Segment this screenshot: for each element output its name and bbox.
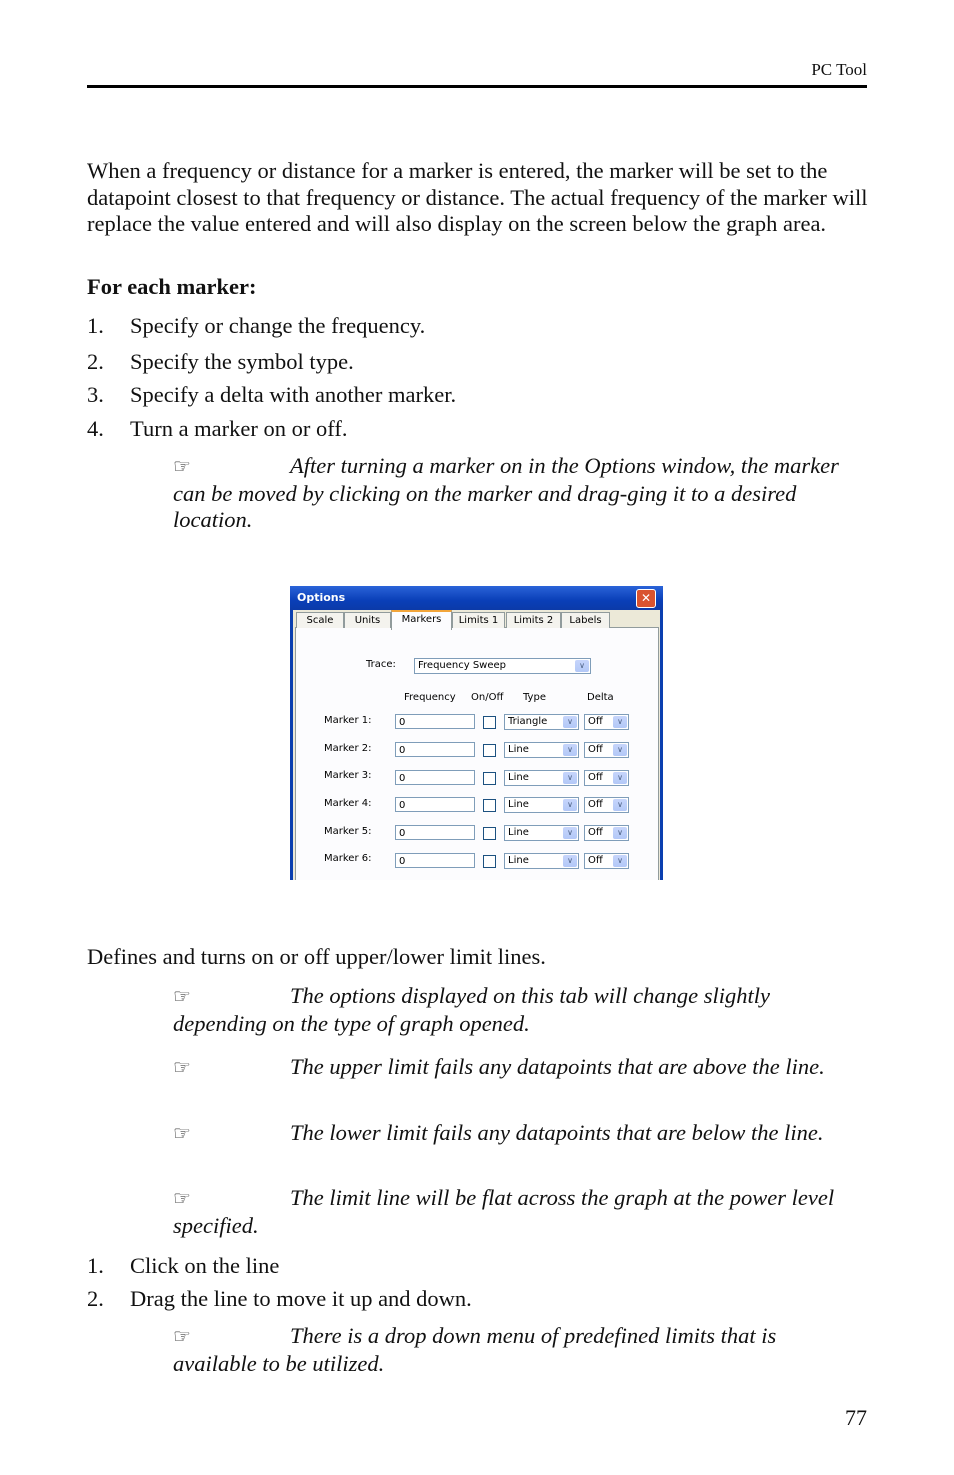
intro-paragraph: When a frequency or distance for a marker is entered, the marker will be set to the datapoint closest to that frequency or distance. The actual frequency of the marker will replace the value entered and will also display on the screen below the graph area. [87, 158, 868, 236]
pointing-hand-icon: ☞ [173, 986, 191, 1008]
chevron-down-icon[interactable]: ∨ [575, 660, 589, 672]
options-dialog [290, 586, 663, 880]
marker-6-frequency-input[interactable]: 0 [395, 853, 475, 868]
tab-units[interactable]: Units [344, 612, 391, 628]
list-number: 4. [87, 416, 104, 441]
chevron-down-icon[interactable]: ∨ [563, 799, 577, 811]
marker-4-delta-select[interactable] [584, 797, 629, 813]
marker-3-delta-select[interactable] [584, 770, 629, 786]
tab-limits-2[interactable]: Limits 2 [506, 612, 561, 628]
marker-2-frequency-input[interactable]: 0 [395, 742, 475, 757]
list-text: Specify the symbol type. [130, 349, 354, 374]
note-text: The lower limit fails any datapoints that are below the line. [290, 1120, 824, 1145]
chevron-down-icon[interactable]: ∨ [613, 799, 627, 811]
tab-labels[interactable]: Labels [561, 612, 610, 628]
marker-5-delta-select[interactable] [584, 825, 629, 841]
note-text: The limit line will be flat across the graph at the power level specified. [173, 1185, 835, 1238]
tab-markers[interactable]: Markers [391, 610, 452, 630]
marker-6-delta-select[interactable] [584, 853, 629, 869]
list-text: Click on the line [130, 1253, 280, 1278]
marker-4-label: Marker 4: [324, 798, 372, 809]
pointing-hand-icon: ☞ [173, 1123, 191, 1145]
close-button[interactable]: ✕ [636, 589, 656, 608]
marker-2-type-value: Line [508, 744, 529, 755]
marker-2-label: Marker 2: [324, 743, 372, 754]
marker-2-delta-value: Off [588, 744, 603, 755]
list-item [87, 382, 456, 408]
marker-4-delta-value: Off [588, 799, 603, 810]
marker-3-label: Marker 3: [324, 770, 372, 781]
limits-intro: Defines and turns on or off upper/lower limit lines. [87, 944, 546, 969]
marker-2-delta-select[interactable] [584, 742, 629, 758]
column-frequency: Frequency [404, 692, 456, 703]
list-number: 2. [87, 1286, 104, 1311]
marker-2-type-select[interactable] [504, 742, 579, 758]
list-text: Turn a marker on or off. [130, 416, 348, 441]
marker-3-delta-value: Off [588, 772, 603, 783]
marker-5-type-select[interactable] [504, 825, 579, 841]
marker-3-frequency-input[interactable]: 0 [395, 770, 475, 785]
marker-5-type-value: Line [508, 827, 529, 838]
marker-1-delta-select[interactable] [584, 714, 629, 730]
page-number: 77 [845, 1405, 867, 1430]
marker-3-onoff-checkbox[interactable] [483, 772, 496, 785]
chevron-down-icon[interactable]: ∨ [613, 744, 627, 756]
marker-1-onoff-checkbox[interactable] [483, 716, 496, 729]
dialog-title: Options [297, 591, 346, 604]
chevron-down-icon[interactable]: ∨ [563, 744, 577, 756]
header-rule [87, 85, 867, 88]
marker-5-delta-value: Off [588, 827, 603, 838]
list-number: 2. [87, 349, 104, 374]
limit-note [173, 1185, 863, 1239]
marker-4-frequency-input[interactable]: 0 [395, 797, 475, 812]
dialog-titlebar [290, 586, 663, 610]
marker-heading: For each marker: [87, 274, 257, 299]
list-number: 3. [87, 382, 104, 407]
window-border-right [660, 610, 663, 880]
chevron-down-icon[interactable]: ∨ [613, 855, 627, 867]
marker-1-frequency-input[interactable]: 0 [395, 714, 475, 729]
note-text: After turning a marker on in the Options window, the marker can be moved by clicking on the marker and drag-ging it to a desired location. [173, 453, 839, 532]
marker-6-type-value: Line [508, 855, 529, 866]
pointing-hand-icon: ☞ [173, 1057, 191, 1079]
running-header: PC Tool [811, 60, 867, 79]
limit-note [173, 1054, 863, 1082]
list-number: 1. [87, 313, 104, 338]
marker-1-delta-value: Off [588, 716, 603, 727]
column-onoff: On/Off [471, 692, 504, 703]
chevron-down-icon[interactable]: ∨ [563, 716, 577, 728]
marker-1-type-value: Triangle [508, 716, 548, 727]
trace-label: Trace: [366, 659, 396, 670]
chevron-down-icon[interactable]: ∨ [563, 827, 577, 839]
marker-6-label: Marker 6: [324, 853, 372, 864]
pointing-hand-icon: ☞ [173, 1188, 191, 1210]
marker-4-type-select[interactable] [504, 797, 579, 813]
column-delta: Delta [587, 692, 614, 703]
list-item [87, 416, 347, 442]
marker-1-label: Marker 1: [324, 715, 372, 726]
limit-note [173, 983, 863, 1037]
list-text: Specify a delta with another marker. [130, 382, 457, 407]
marker-5-label: Marker 5: [324, 826, 372, 837]
marker-1-type-select[interactable] [504, 714, 579, 730]
list-text: Drag the line to move it up and down. [130, 1286, 472, 1311]
chevron-down-icon[interactable]: ∨ [563, 772, 577, 784]
trace-select[interactable] [414, 658, 591, 674]
trace-value: Frequency Sweep [418, 660, 507, 671]
note-drag [173, 453, 863, 534]
marker-4-type-value: Line [508, 799, 529, 810]
tab-limits-1[interactable]: Limits 1 [452, 612, 505, 628]
note-text: There is a drop down menu of predefined limits that is available to be utilized. [173, 1323, 777, 1376]
note-text: The upper limit fails any datapoints that are above the line. [290, 1054, 825, 1079]
column-type: Type [523, 692, 546, 703]
marker-4-onoff-checkbox[interactable] [483, 799, 496, 812]
chevron-down-icon[interactable]: ∨ [613, 772, 627, 784]
tab-scale[interactable]: Scale [296, 612, 344, 628]
marker-5-onoff-checkbox[interactable] [483, 827, 496, 840]
note-dropdown [173, 1323, 863, 1377]
marker-3-type-select[interactable] [504, 770, 579, 786]
pointing-hand-icon: ☞ [173, 456, 191, 478]
marker-5-frequency-input[interactable]: 0 [395, 825, 475, 840]
marker-6-type-select[interactable] [504, 853, 579, 869]
list-text: Specify or change the frequency. [130, 313, 426, 338]
list-number: 1. [87, 1253, 104, 1278]
list-item [87, 1253, 279, 1279]
marker-6-delta-value: Off [588, 855, 603, 866]
limit-note [173, 1120, 863, 1148]
marker-3-type-value: Line [508, 772, 529, 783]
list-item [87, 313, 425, 339]
marker-6-onoff-checkbox[interactable] [483, 855, 496, 868]
chevron-down-icon[interactable]: ∨ [613, 827, 627, 839]
chevron-down-icon[interactable]: ∨ [613, 716, 627, 728]
note-text: The options displayed on this tab will change slightly depending on the type of graph opened. [173, 983, 770, 1036]
list-item [87, 349, 354, 375]
marker-2-onoff-checkbox[interactable] [483, 744, 496, 757]
chevron-down-icon[interactable]: ∨ [563, 855, 577, 867]
list-item [87, 1286, 472, 1312]
window-border-left [290, 610, 293, 880]
pointing-hand-icon: ☞ [173, 1326, 191, 1348]
